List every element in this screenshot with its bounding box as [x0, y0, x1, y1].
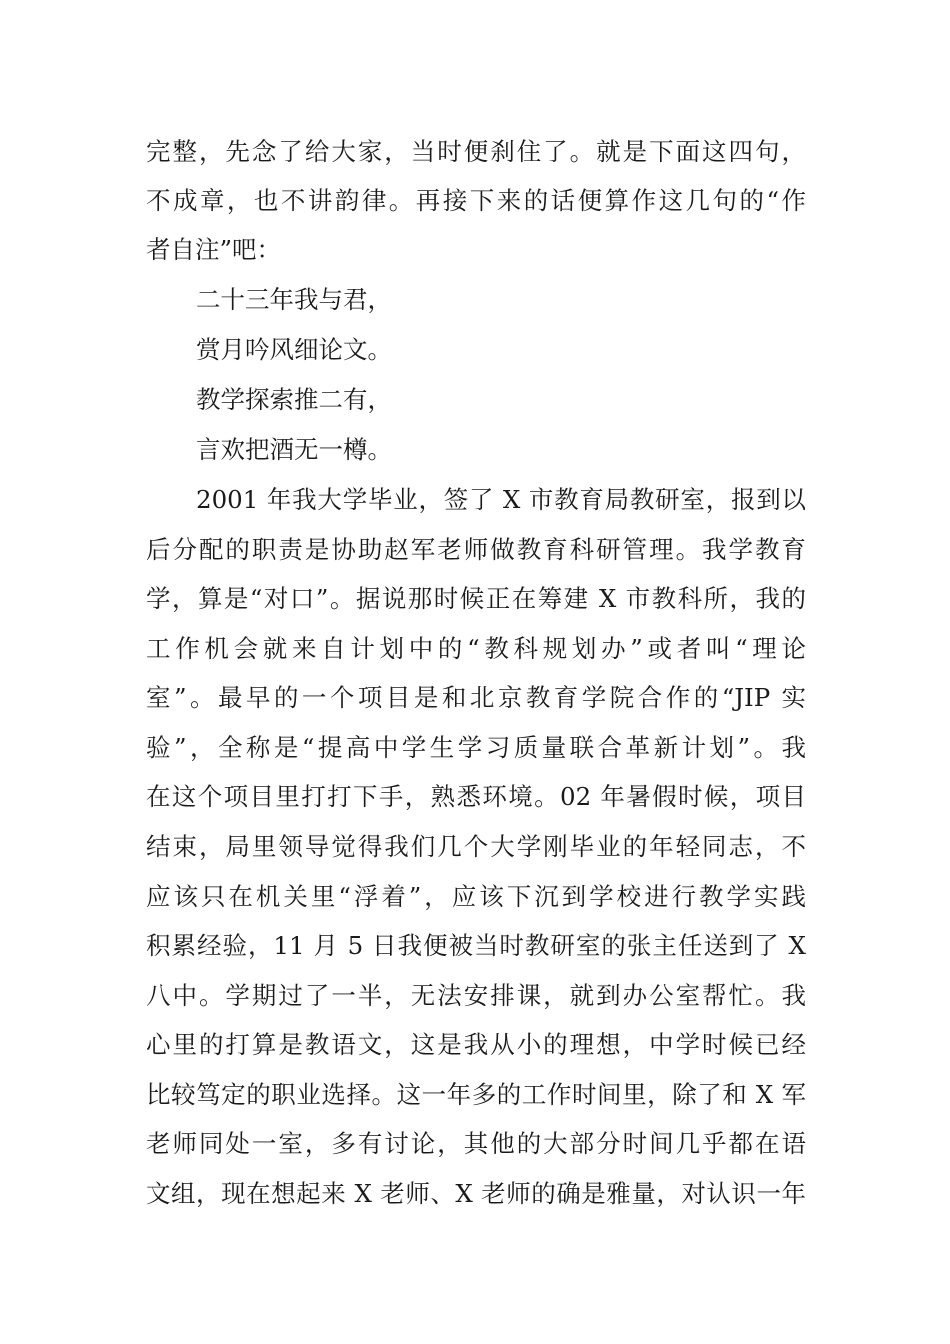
body-text-line: 完整，先念了给大家，当时便刹住了。就是下面这四句， — [146, 137, 806, 166]
paragraph-first-line: 2001 年我大学毕业，签了 X 市教育局教研室，报到以 — [196, 485, 806, 514]
poem-line: 言欢把酒无一樽。 — [196, 435, 392, 464]
poem-line: 教学探索推二有， — [196, 385, 392, 414]
body-text-line: 室”。最早的一个项目是和北京教育学院合作的“JIP 实 — [146, 683, 806, 712]
body-text-line: 应该只在机关里“浮着”，应该下沉到学校进行教学实践 — [146, 882, 806, 911]
body-text-line: 者自注”吧： — [146, 235, 282, 264]
body-text-line: 心里的打算是教语文，这是我从小的理想，中学时候已经 — [146, 1030, 806, 1059]
body-text-line: 在这个项目里打打下手，熟悉环境。02 年暑假时候，项目 — [146, 782, 806, 811]
body-text-line: 验”，全称是“提高中学生学习质量联合革新计划”。我 — [146, 733, 806, 762]
body-text-line: 后分配的职责是协助赵军老师做教育科研管理。我学教育 — [146, 535, 806, 564]
body-text-line: 比较笃定的职业选择。这一年多的工作时间里，除了和 X 军 — [146, 1080, 806, 1109]
body-text-line: 老师同处一室，多有讨论，其他的大部分时间几乎都在语 — [146, 1129, 806, 1158]
body-text-line: 八中。学期过了一半，无法安排课，就到办公室帮忙。我 — [146, 981, 806, 1010]
poem-line: 二十三年我与君， — [196, 285, 392, 314]
body-text-line: 学，算是“对口”。据说那时候正在筹建 X 市教科所，我的 — [146, 584, 806, 613]
body-text-line: 结束，局里领导觉得我们几个大学刚毕业的年轻同志，不 — [146, 832, 806, 861]
body-text-line: 积累经验，11 月 5 日我便被当时教研室的张主任送到了 X — [146, 931, 806, 960]
body-text-line: 不成章，也不讲韵律。再接下来的话便算作这几句的“作 — [146, 186, 806, 215]
body-text-line: 工作机会就来自计划中的“教科规划办”或者叫“理论 — [146, 634, 806, 663]
poem-line: 赏月吟风细论文。 — [196, 335, 392, 364]
body-text-line: 文组，现在想起来 X 老师、X 老师的确是雅量，对认识一年 — [146, 1179, 806, 1208]
